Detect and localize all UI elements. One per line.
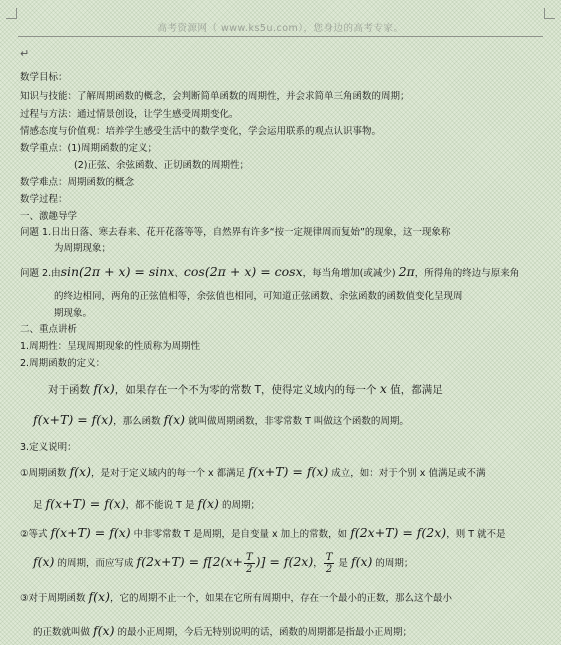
section-1-heading: 一、激趣导学 — [20, 211, 78, 222]
definition-line-2: f(x+T) = f(x)，那么函数 f(x) 就叫做周期函数，非零常数 T 叫做这个函数的周期。 — [33, 412, 409, 427]
question-1-line-1: 问题 1.日出日落、寒去春来、花开花落等等，自然界有许多“按一定规律周而复始”的现象，这一现象称 — [20, 227, 451, 238]
note-1-line-1: ①周期函数 f(x)，是对于定义域内的每一个 x 都满足 f(x+T) = f(x) 成立，如：对于个别 x 值满足或不满 — [20, 464, 486, 479]
definition-notes-heading: 3.定义说明： — [20, 442, 77, 453]
objectives-heading: 数学目标： — [20, 72, 68, 83]
process-heading: 数学过程： — [20, 194, 68, 205]
note-3-line-2: 的正数就叫做 f(x) 的最小正周期，今后无特别说明的话，函数的周期都是指最小正周期； — [33, 623, 412, 638]
note-2-line-1: ②等式 f(x+T) = f(x) 中非零常数 T 是周期，是自变量 x 加上的常数，如 f(2x+T) = f(2x)，则 T 就不是 — [20, 525, 506, 540]
fraction-t-over-2-second: $\frac{T}{2}$ — [325, 552, 333, 575]
paragraph-mark-icon: ↵ — [20, 47, 30, 60]
periodic-function-def-heading: 2.周期函数的定义： — [20, 358, 106, 369]
process-methods: 过程与方法：通过情景创设，让学生感受周期变化。 — [20, 109, 239, 120]
attitude-values: 情感态度与价值观：培养学生感受生活中的数学变化，学会运用联系的观点认识事物。 — [20, 126, 382, 137]
question-1-line-2: 为周期现象； — [54, 243, 112, 254]
difficulties: 数学难点：周期函数的概念 — [20, 177, 135, 188]
periodicity-def: 1.周期性：呈现周期现象的性质称为周期性 — [20, 341, 201, 352]
note-1-line-2: 足 f(x+T) = f(x)，都不能说 T 是 f(x) 的周期； — [33, 496, 260, 511]
note-3-line-1: ③对于周期函数 f(x)，它的周期不止一个，如果在它所有周期中，存在一个最小的正数，那么这个最小 — [20, 589, 452, 604]
key-points-1: 数学重点：(1)周期函数的定义； — [20, 143, 157, 154]
page-header: 高考资源网（ www.ks5u.com），您身边的高考专家。 — [157, 23, 404, 34]
corner-mark-left — [6, 8, 17, 19]
note-2-line-2: f(x) 的周期，而应写成 f(2x+T) = f[2(x+ $\frac{T}{2}$ )] = f(2x)， $\frac{T}{2}$ 是 f(x) 的周期； — [33, 552, 414, 575]
section-2-heading: 二、重点讲析 — [20, 324, 78, 335]
question-2-line-3: 期现象。 — [54, 308, 93, 319]
header-rule — [18, 36, 543, 37]
definition-line-1: 对于函数 f(x)，如果存在一个不为零的常数 T，使得定义域内的每一个 x 值，都满足 — [48, 381, 443, 396]
corner-mark-right — [544, 8, 555, 19]
question-2-line-1: 问题 2.由sin(2π + x) = sinx、cos(2π + x) = cosx，每当角增加(或减少) 2π，所得角的终边与原来角 — [20, 264, 520, 279]
key-points-2: (2)正弦、余弦函数、正切函数的周期性； — [74, 160, 249, 171]
question-2-line-2: 的终边相同，两角的正弦值相等，余弦值也相同，可知道正弦函数、余弦函数的函数值变化呈现周 — [54, 291, 463, 302]
knowledge-skills: 知识与技能：了解周期函数的概念，会判断简单函数的周期性，并会求简单三角函数的周期； — [20, 91, 410, 102]
fraction-t-over-2: $\frac{T}{2}$ — [245, 552, 253, 575]
